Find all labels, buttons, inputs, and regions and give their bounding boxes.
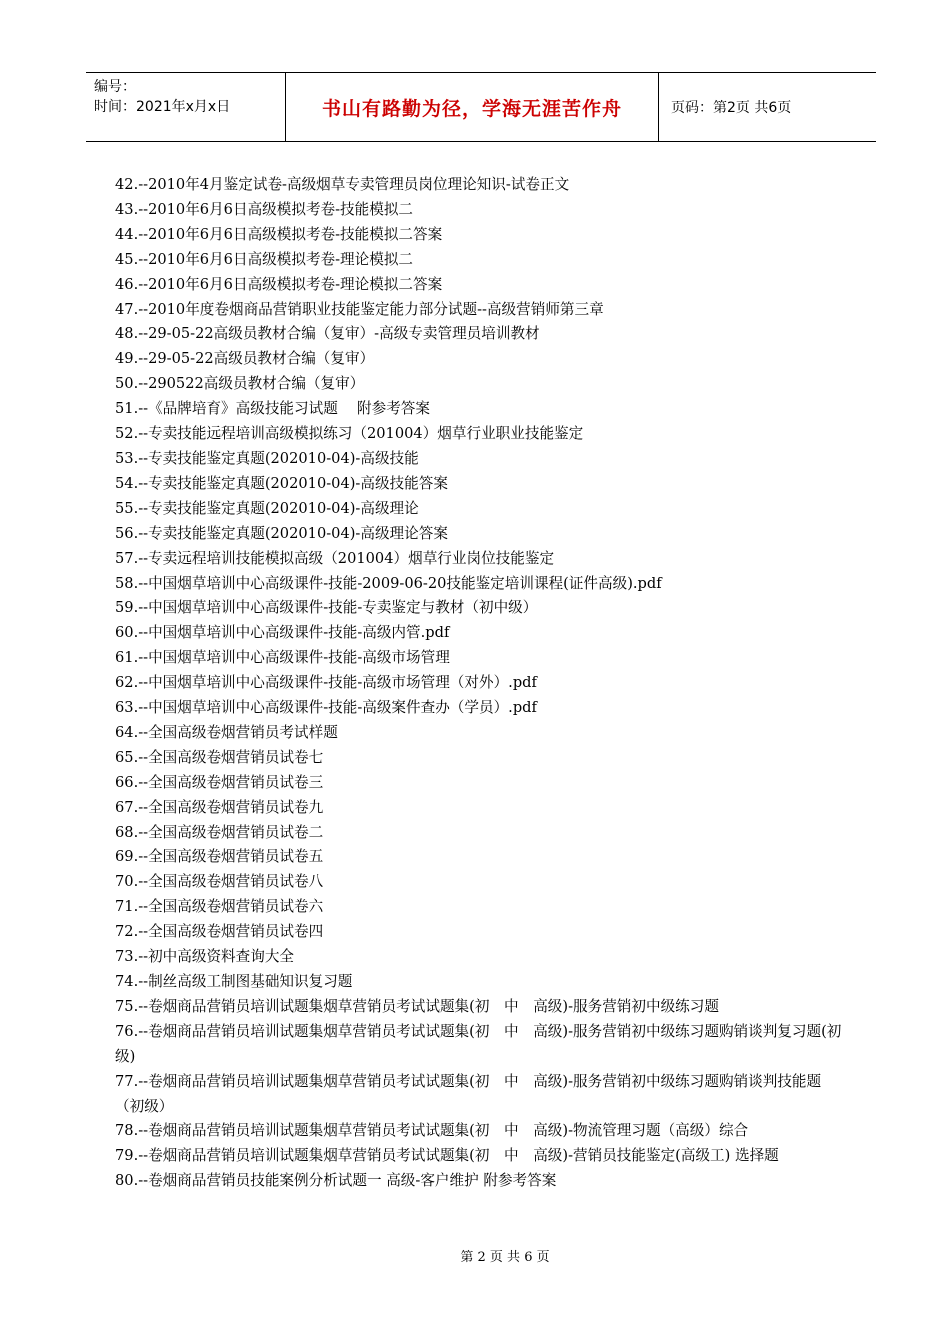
list-item: 58.--中国烟草培训中心高级课件-技能-2009-06-20技能鉴定培训课程(证件高级).pdf (115, 574, 662, 592)
list-item: 64.--全国高级卷烟营销员考试样题 (115, 723, 338, 741)
list-item: 61.--中国烟草培训中心高级课件-技能-高级市场管理 (115, 649, 450, 667)
list-item: 76.--卷烟商品营销员培训试题集烟草营销员考试试题集(初 中 高级)-服务营销初中级练习题购销谈判复习题(初级) (115, 1022, 842, 1065)
list-item: 62.--中国烟草培训中心高级课件-技能-高级市场管理（对外）.pdf (115, 674, 537, 692)
list-item: 54.--专卖技能鉴定真题(202010-04)-高级技能答案 (115, 474, 448, 492)
document-time-label: 时间：2021年x月x日 (94, 99, 231, 115)
header-meta (86, 73, 286, 141)
list-item: 68.--全国高级卷烟营销员试卷二 (115, 823, 324, 841)
document-number-label: 编号： (94, 79, 136, 95)
list-item: 55.--专卖技能鉴定真题(202010-04)-高级理论 (115, 499, 419, 517)
list-item: 57.--专卖远程培训技能模拟高级（201004）烟草行业岗位技能鉴定 (115, 549, 555, 567)
list-item: 63.--中国烟草培训中心高级课件-技能-高级案件查办（学员）.pdf (115, 699, 537, 717)
list-item: 47.--2010年度卷烟商品营销职业技能鉴定能力部分试题--高级营销师第三章 (115, 300, 604, 318)
list-item: 78.--卷烟商品营销员培训试题集烟草营销员考试试题集(初 中 高级)-物流管理习题（高级）综合 (115, 1122, 749, 1140)
list-item: 65.--全国高级卷烟营销员试卷七 (115, 748, 324, 766)
page-footer (0, 1246, 950, 1265)
header-page-label: 页码：第2页 共6页 (671, 100, 792, 116)
page-header (86, 72, 876, 142)
list-item: 79.--卷烟商品营销员培训试题集烟草营销员考试试题集(初 中 高级)-营销员技能鉴定(高级工) 选择题 (115, 1147, 779, 1165)
list-item: 77.--卷烟商品营销员培训试题集烟草营销员考试试题集(初 中 高级)-服务营销初中级练习题购销谈判技能题（初级） (115, 1072, 822, 1115)
list-item: 48.--29-05-22高级员教材合编（复审）-高级专卖管理员培训教材 (115, 325, 540, 343)
list-item: 51.--《品牌培育》高级技能习试题 附参考答案 (115, 400, 430, 418)
list-item: 73.--初中高级资料查询大全 (115, 948, 295, 966)
list-item: 49.--29-05-22高级员教材合编（复审） (115, 350, 375, 368)
list-item: 43.--2010年6月6日高级模拟考卷-技能模拟二 (115, 200, 414, 218)
list-item: 71.--全国高级卷烟营销员试卷六 (115, 898, 324, 916)
list-item: 60.--中国烟草培训中心高级课件-技能-高级内管.pdf (115, 624, 450, 642)
list-item: 80.--卷烟商品营销员技能案例分析试题一 高级-客户维护 附参考答案 (115, 1172, 557, 1190)
list-item: 50.--290522高级员教材合编（复审） (115, 375, 365, 393)
list-item: 46.--2010年6月6日高级模拟考卷-理论模拟二答案 (115, 275, 443, 293)
list-item: 67.--全国高级卷烟营销员试卷九 (115, 798, 324, 816)
list-item: 45.--2010年6月6日高级模拟考卷-理论模拟二 (115, 250, 414, 268)
list-item: 42.--2010年4月鉴定试卷-高级烟草专卖管理员岗位理论知识-试卷正文 (115, 176, 570, 193)
list-item: 75.--卷烟商品营销员培训试题集烟草营销员考试试题集(初 中 高级)-服务营销初中级练习题 (115, 997, 719, 1015)
header-page-cell (659, 73, 876, 141)
list-item: 59.--中国烟草培训中心高级课件-技能-专卖鉴定与教材（初中级） (115, 599, 538, 617)
list-item: 69.--全国高级卷烟营销员试卷五 (115, 848, 324, 866)
document-list (115, 173, 850, 1194)
list-item: 70.--全国高级卷烟营销员试卷八 (115, 873, 324, 891)
header-motto: 书山有路勤为径，学海无涯苦作舟 (321, 97, 622, 120)
header-motto-cell (286, 73, 659, 141)
list-item: 72.--全国高级卷烟营销员试卷四 (115, 923, 324, 941)
list-item: 53.--专卖技能鉴定真题(202010-04)-高级技能 (115, 449, 419, 467)
list-item: 56.--专卖技能鉴定真题(202010-04)-高级理论答案 (115, 524, 448, 542)
list-item: 52.--专卖技能远程培训高级模拟练习（201004）烟草行业职业技能鉴定 (115, 425, 584, 443)
list-item: 44.--2010年6月6日高级模拟考卷-技能模拟二答案 (115, 225, 443, 243)
list-item: 74.--制丝高级工制图基础知识复习题 (115, 973, 353, 990)
list-item: 66.--全国高级卷烟营销员试卷三 (115, 773, 324, 791)
footer-page-number: 第 2 页 共 6 页 (460, 1250, 550, 1265)
